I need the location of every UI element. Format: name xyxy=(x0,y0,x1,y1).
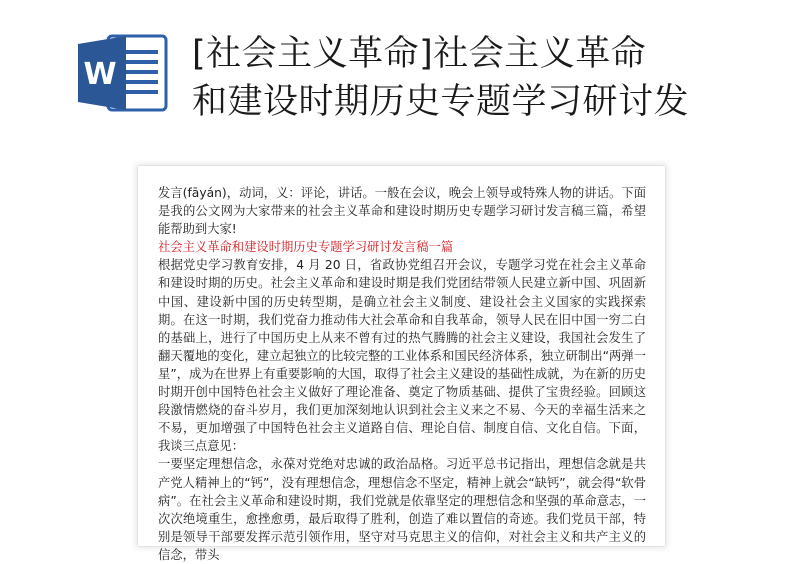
document-page xyxy=(138,166,665,562)
word-document-icon xyxy=(78,34,170,112)
body-paragraph-2: 一要坚定理想信念，永葆对党绝对忠诚的政治品格。习近平总书记指出，理想信念就是共产党人精神上的“钙”，没有理想信念，理想信念不坚定，精神上就会“缺钙”，就会得“软骨病”。在社会主义革命和建设时期，我们党就是依靠坚定的理想信念和坚强的革命意志，一次次绝境重生，愈挫愈勇，最后取得了胜利，创造了难以置信的奇迹。我们党员干部，特别是领导干部要发挥示范引领作用，坚守对马克思主义的信仰，对社会主义和共产主义的信念，带头 xyxy=(158,457,646,562)
svg-text:W: W xyxy=(83,57,117,92)
page-title xyxy=(192,30,782,126)
document-content xyxy=(158,184,646,564)
title-line-2: 和建设时期历史专题学习研讨发 xyxy=(192,82,690,122)
title-line-1: [社会主义革命]社会主义革命 xyxy=(192,34,647,74)
header-banner xyxy=(0,0,800,160)
section-heading: 社会主义革命和建设时期历史专题学习研讨发言稿一篇 xyxy=(158,240,454,255)
intro-paragraph: 发言(fāyán)，动词，义：评论，讲话。一般在会议，晚会上领导或特殊人物的讲话。下面是我的公文网为大家带来的社会主义革命和建设时期历史专题学习研讨发言稿三篇，希望能帮助到大家! xyxy=(158,186,646,237)
body-paragraph-1: 根据党史学习教育安排，4 月 20 日，省政协党组召开会议，专题学习党在社会主义革命和建设时期的历史。社会主义革命和建设时期是我们党团结带领人民建立新中国、巩固新中国、建设新中国的历史转型期，是确立社会主义制度、建设社会主义国家的实践探索期。在这一时期，我们党奋力推动伟大社会革命和自我革命，领导人民在旧中国一穷二白的基础上，进行了中国历史上从来不曾有过的热气腾腾的社会主义建设，我国社会发生了翻天覆地的变化，建立起独立的比较完整的工业体系和国民经济体系，独立研制出“两弹一星”，成为在世界上有重要影响的大国，取得了社会主义建设的基础性成就，为在新的历史时期开创中国特色社会主义做好了理论准备、奠定了物质基础、提供了宝贵经验。回顾这段激情燃烧的奋斗岁月，我们更加深刻地认识到社会主义来之不易、今天的幸福生活来之不易，更加增强了中国特色社会主义道路自信、理论自信、制度自信、文化自信。下面，我谈三点意见： xyxy=(158,258,646,454)
